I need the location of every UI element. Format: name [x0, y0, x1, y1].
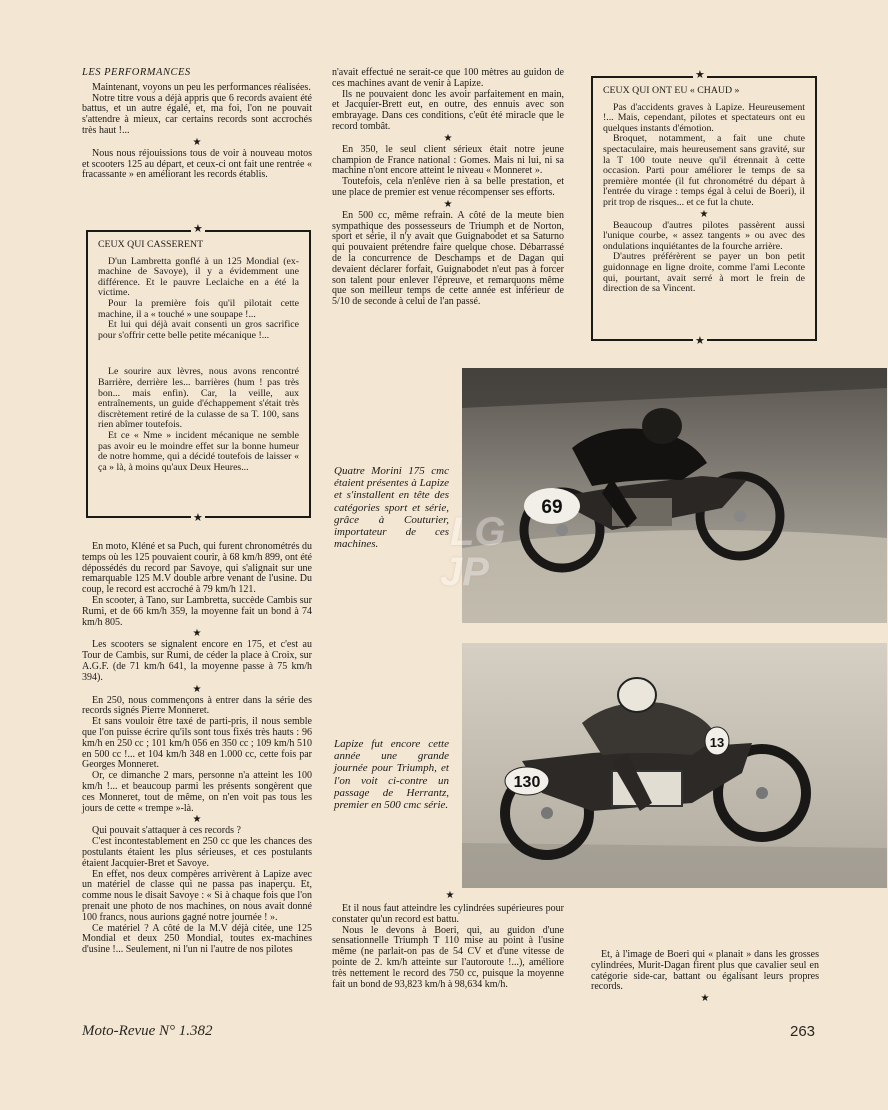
star-separator: ★	[192, 683, 202, 695]
paragraph: Ils ne pouvaient donc les avoir parfaitement en main, et Jacquier-Brett eut, en outre, des ennuis avec son embrayage. Dans ces conditions, c'eût été miracle que le record tombât.	[332, 88, 564, 132]
paragraph: Beaucoup d'autres pilotes passèrent aussi l'unique courbe, « assez tangents » ou avec des ondulations inquiétantes de la fourche arrière.	[603, 219, 805, 252]
race-number: 69	[541, 497, 563, 518]
race-number-front: 13	[709, 735, 725, 750]
paragraph: D'autres préférèrent se payer un bon petit guidonnage en ligne droite, comme l'ami Leconte qui, pourtant, avait serré à mort le frein de direction de sa Vincent.	[603, 251, 805, 295]
paragraph: Toutefois, cela n'enlève rien à sa belle prestation, et une place de premier est venue récompenser ses efforts.	[332, 176, 564, 198]
column-2-top	[332, 68, 564, 308]
paragraph: Et ce « Nme » incident mécanique ne semble pas avoir eu le moindre effet sur la bonne humeur de notre homme, qui a décidé toutefois de laisser « ça » là, à moins qu'aux Deux Heures...	[98, 429, 299, 473]
star-separator: ★	[192, 136, 202, 148]
photo-2-caption: Lapize fut encore cette année une grande journée pour Triumph, et l'on voit ci-contre un passage de Herrantz, premier en 500 cmc série.	[334, 738, 449, 812]
motorcycle-rider-illustration	[462, 643, 887, 888]
paragraph: Qui pouvait s'attaquer à ces records ?	[92, 825, 241, 837]
motorcycle-rider-illustration	[462, 368, 887, 623]
paragraph: Or, ce dimanche 2 mars, personne n'a atteint les 100 km/h !... et beaucoup parmi les présents songèrent que ces Monneret, tout de même, on n'en voit pas tous les jours de cette « trempe »-là.	[82, 770, 312, 814]
star-ornament: ★	[193, 512, 203, 524]
star-separator: ★	[443, 132, 453, 144]
column-1-bottom	[82, 542, 312, 956]
paragraph: Notre titre vous a déjà appris que 6 records avaient été battus, et un autre égalé, et, ma foi, l'on ne pouvait s'attendre à mieux, car certains records sont accrochés très haut !...	[82, 92, 312, 136]
paragraph: Nous le devons à Boeri, qui, au guidon d'une sensationnelle Triumph T 110 mise au point à l'usine même (ne parlait-on pas de 54 CV et d'une vitesse de pointe de 2. km/h atteinte sur l'autoroute !...), améliore très nettement le record des 750 cc, puisque la moyenne fait un bond de 93,823 km/h à 98,634 km/h.	[332, 924, 564, 990]
star-separator: ★	[700, 993, 710, 1005]
column-3-bottom	[591, 950, 819, 1005]
star-separator: ★	[192, 814, 202, 826]
box-title: CEUX QUI CASSERENT	[98, 239, 204, 250]
paragraph: D'un Lambretta gonflé à un 125 Mondial (ex-machine de Savoye), il y a évidemment une différence. Et le pauvre Leclaiche en a été la victime.	[98, 255, 299, 299]
star-separator: ★	[192, 628, 202, 640]
paragraph: Broquet, notamment, a fait une chute spectaculaire, mais heureusement sans gravité, sur la T 100 toute neuve qu'il étrennait à cette occasion. Parti pour améliorer le temps de sa première montée (il fut chronométré du départ à l'entrée du virage : temps égal à celui de Boeri), il prit trop de risques... et ce fut la chute.	[603, 133, 805, 208]
section-heading: LES PERFORMANCES	[82, 67, 191, 78]
column-2-bottom	[332, 904, 564, 990]
page-number: 263	[790, 1023, 816, 1040]
star-ornament: ★	[695, 335, 705, 347]
paragraph: Et sans vouloir être taxé de parti-pris, il nous semble que l'on puisse écrire qu'ils sont tous fixés très hauts : 96 km/h en 250 cc ; 101 km/h 056 en 350 cc ; 109 km/h 510 en 500 cc !... et 104 km/h 348 en 1.000 cc, cette fois par Georges Monneret.	[82, 716, 312, 771]
paragraph: Pas d'accidents graves à Lapize. Heureusement !... Mais, cependant, pilotes et spectateurs ont eu quelques instants d'émotion.	[603, 101, 805, 134]
star-separator: ★	[699, 208, 709, 220]
paragraph: Nous nous réjouissions tous de voir à nouveau motos et scooters 125 au départ, et ceux-ci ont fait une rentrée « fracassante » en améliorant les records établis.	[82, 147, 312, 181]
star-ornament: ★	[193, 223, 203, 235]
paragraph: Maintenant, voyons un peu les performances réalisées.	[92, 81, 311, 93]
paragraph: En 350, le seul client sérieux était notre jeune champion de France national : Gomes. Mais ni lui, ni sa machine n'ont encore atteint le niveau « Monneret ».	[332, 143, 564, 177]
photo-triumph-motorcycle	[462, 643, 887, 888]
paragraph: C'est incontestablement en 250 cc que les chances des postulants étaient les plus sérieuses, et ces postulants étaient Jacquier-Bret et Savoye.	[82, 836, 312, 869]
paragraph: En moto, Kléné et sa Puch, qui furent chronométrés du temps où les 125 pouvaient courir, à 68 km/h 899, ont été dépossédés du record par Savoye, qui s'alignait sur une remarquable 125 M.V double arbre venant de l'usine. Du coup, le record est accroché à 79 km/h 121.	[82, 541, 312, 596]
paragraph: En 500 cc, même refrain. A côté de la meute bien sympathique des possesseurs de Triumph et de Norton, sport et série, il n'y avait que Guignabodet et sa Saturno qui pouvaient prétendre faire quelque chose. Débarrassé de la concurrence de Deschamps et de Dagan qui devaient déclarer forfait, Guignabodet n'eut pas à forcer son talent pour enlever l'épreuve, et remarquons même que son meilleur temps de cette année est inférieur de 5/10 de seconde à celui de l'an passé.	[332, 209, 564, 308]
sidebar-box-casserent	[86, 230, 311, 518]
photo-1-caption: Quatre Morini 175 cmc étaient présentes à Lapize et s'installent en tête des catégories sport et série, grâce à Couturier, importateur de ces machines.	[334, 465, 449, 551]
watermark-logo: LG JP	[440, 510, 506, 594]
paragraph: En 250, nous commençons à entrer dans la série des records signés Pierre Monneret.	[82, 694, 312, 717]
paragraph: En effet, nos deux compères arrivèrent à Lapize avec un matériel de classe qui ne passa pas inaperçu. Et, comme nous le disait Savoye : « Si à chaque fois que l'on prenait une photo de nos machines, on nous avait donné 100 francs, nous aurions gagné notre journée ! ».	[82, 868, 312, 923]
magazine-footer: Moto-Revue N° 1.382	[82, 1023, 213, 1039]
box-title: CEUX QUI ONT EU « CHAUD »	[603, 85, 740, 96]
paragraph: Et, à l'image de Boeri qui « planait » dans les grosses cylindrées, Murit-Dagan firent plus que cavalier seul en catégorie side-car, battant ou égalisant leurs propres records.	[591, 949, 819, 993]
sidebar-box-chaud	[591, 76, 817, 341]
paragraph: Ce matériel ? A côté de la M.V déjà citée, une 125 Mondial et deux 250 Mondial, toutes ex-machines d'usine !... Seulement, ni l'un ni l'autre de nos pilotes	[82, 922, 312, 956]
photo-morini-motorcycle	[462, 368, 887, 623]
paragraph: Les scooters se signalent encore en 175, et c'est au Tour de Cambis, sur Rumi, de céder la place à Croix, sur A.G.F. (de 71 km/h 641, la moyenne passe à 75 km/h 394).	[82, 639, 312, 683]
race-number: 130	[513, 774, 541, 791]
paragraph: Pour la première fois qu'il pilotait cette machine, il a « touché » une soupape !...	[98, 297, 299, 320]
paragraph: Et il nous faut atteindre les cylindrées supérieures pour constater qu'un record est battu.	[332, 903, 564, 925]
paragraph: Le sourire aux lèvres, nous avons rencontré Barrière, derrière les... barrières (hum ! pas très bon... mais enfin). Car, la veille, aux entraînements, un guide d'échappement s'était très discrètement retiré de la culasse de sa T. 100, sans rien abîmer toutefois.	[98, 366, 299, 431]
star-separator: ★	[445, 890, 455, 901]
paragraph: En scooter, à Tano, sur Lambretta, succède Cambis sur Rumi, et de 66 km/h 359, la moyenne fait un bond à 74 km/h 805.	[82, 594, 312, 628]
paragraph: n'avait effectué ne serait-ce que 100 mètres au guidon de ces machines avant de venir à Lapize.	[332, 67, 564, 89]
star-ornament: ★	[695, 69, 705, 81]
star-separator: ★	[443, 198, 453, 210]
paragraph: Et lui qui déjà avait consenti un gros sacrifice pour s'offrir cette belle petite mécanique !...	[98, 319, 299, 341]
column-1-top	[82, 68, 312, 181]
